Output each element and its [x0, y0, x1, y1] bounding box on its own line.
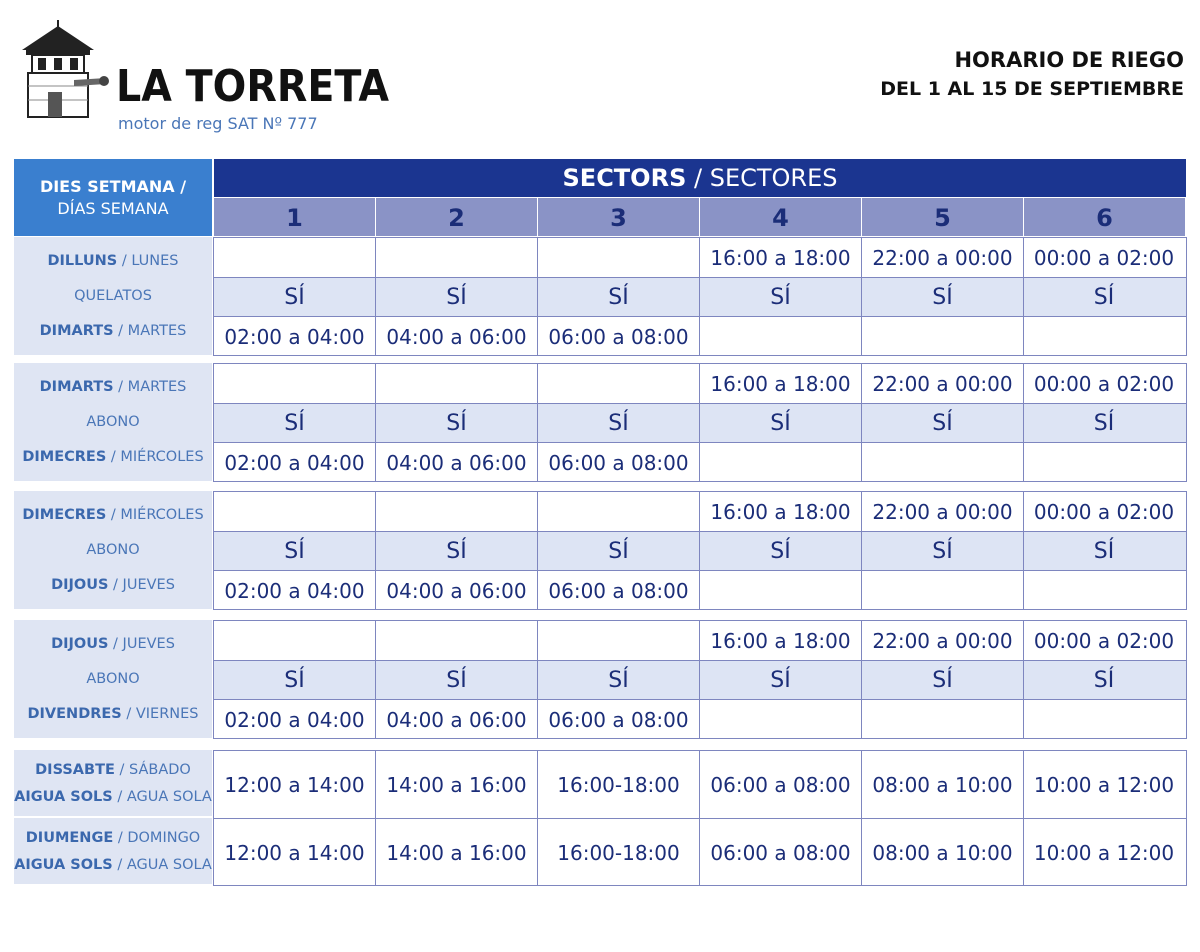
day-group-label-1 — [14, 237, 212, 355]
schedule-cell-sector-6: 00:00 a 02:00 — [1033, 245, 1175, 270]
table-row — [214, 818, 1186, 886]
schedule-cell-sector-4: 16:00 a 18:00 — [700, 492, 862, 531]
schedule-cell-sector-6: 00:00 a 02:00 — [1033, 628, 1175, 653]
schedule-cell-sector-5: 08:00 a 10:00 — [862, 751, 1024, 818]
sector-number-6: 6 — [1024, 198, 1185, 236]
sector-number-5: 5 — [862, 198, 1023, 236]
schedule-cell-sector-5: SÍ — [862, 532, 1024, 571]
day-name-rest: / DOMINGO — [113, 829, 201, 846]
schedule-cell-sector-2: SÍ — [376, 404, 538, 443]
schedule-cell-sector-2: 04:00 a 06:00 — [376, 700, 538, 739]
schedule-cell-sector-4 — [700, 317, 862, 356]
schedule-cell-sector-2 — [376, 492, 538, 531]
table-row — [214, 660, 1186, 700]
tower-icon — [14, 20, 112, 120]
day-label-line — [40, 378, 187, 396]
schedule-cell-sector-4: 16:00 a 18:00 — [700, 238, 862, 277]
day-group-label-2 — [14, 363, 212, 481]
schedule-cell-sector-3 — [538, 364, 700, 403]
day-label-line — [14, 856, 212, 874]
schedule-cell-sector-6: 00:00 a 02:00 — [1033, 371, 1175, 396]
schedule-cell-sector-4: SÍ — [700, 661, 862, 700]
day-group-label-3 — [14, 491, 212, 609]
schedule-cell-sector-6: SÍ — [1093, 668, 1115, 693]
schedule-cell-sector-3: 16:00-18:00 — [538, 751, 700, 818]
schedule-cell-sector-2 — [376, 238, 538, 277]
schedule-cell-sector-2: SÍ — [376, 532, 538, 571]
table-row — [214, 621, 1186, 660]
schedule-cell-sector-1: 02:00 a 04:00 — [214, 317, 376, 356]
sectors-header — [214, 159, 1186, 197]
table-row — [214, 364, 1186, 403]
day-name-rest: ABONO — [86, 413, 140, 430]
schedule-cell-sector-6 — [1024, 700, 1184, 739]
title-block — [880, 46, 1184, 104]
days-header-line1: DIES SETMANA / — [39, 176, 187, 196]
schedule-cell-sector-3: 06:00 a 08:00 — [538, 571, 700, 610]
day-name-rest: / JUEVES — [108, 577, 175, 594]
brand-name: LA TORRETA — [116, 61, 389, 112]
day-label-line — [74, 287, 152, 305]
schedule-cell-sector-1: 02:00 a 04:00 — [214, 571, 376, 610]
day-name-bold: DIVENDRES — [27, 706, 122, 723]
schedule-cell-sector-4: SÍ — [700, 532, 862, 571]
schedule-cell-sector-6: SÍ — [1093, 411, 1115, 436]
schedule-cell-sector-6: 00:00 a 02:00 — [1033, 499, 1175, 524]
schedule-cell-sector-5 — [862, 700, 1024, 739]
weekend-label-2 — [14, 818, 212, 884]
day-label-line — [86, 670, 139, 688]
day-group-label-4 — [14, 620, 212, 738]
day-name-bold: AIGUA SOLS — [14, 856, 113, 873]
schedule-cell-sector-5: SÍ — [862, 404, 1024, 443]
day-label-line — [86, 541, 139, 559]
schedule-cell-sector-5: SÍ — [862, 661, 1024, 700]
table-row — [214, 751, 1186, 818]
schedule-cell-sector-2 — [376, 364, 538, 403]
day-name-bold: DISSABTE — [35, 761, 115, 778]
weekend-grid — [213, 750, 1187, 886]
table-row — [214, 699, 1186, 739]
day-name-bold: DIJOUS — [51, 635, 109, 652]
schedule-cell-sector-1: SÍ — [214, 532, 376, 571]
schedule-cell-sector-2: 04:00 a 06:00 — [376, 443, 538, 482]
schedule-cell-sector-6 — [1024, 571, 1184, 610]
schedule-cell-sector-5: 22:00 a 00:00 — [862, 492, 1024, 531]
schedule-cell-sector-5 — [862, 443, 1024, 482]
schedule-cell-sector-2: 04:00 a 06:00 — [376, 571, 538, 610]
day-name-bold: DIJOUS — [51, 577, 109, 594]
day-label-line — [51, 635, 175, 653]
schedule-cell-sector-4: SÍ — [700, 404, 862, 443]
day-name-bold: DIUMENGE — [25, 829, 114, 846]
schedule-cell-sector-2 — [376, 621, 538, 660]
sector-numbers-row — [214, 198, 1186, 236]
schedule-cell-sector-1 — [214, 238, 376, 277]
day-group-grid-2 — [213, 363, 1187, 482]
schedule-cell-sector-4 — [700, 571, 862, 610]
schedule-cell-sector-1 — [214, 621, 376, 660]
day-name-rest: / MIÉRCOLES — [106, 449, 204, 466]
table-row — [214, 403, 1186, 443]
day-name-rest: ABONO — [86, 670, 140, 687]
day-group-grid-3 — [213, 491, 1187, 610]
day-group-grid-4 — [213, 620, 1187, 739]
day-name-bold: DIMARTS — [39, 378, 114, 395]
schedule-cell-sector-4 — [700, 443, 862, 482]
table-row — [214, 570, 1186, 610]
schedule-cell-sector-3: 16:00-18:00 — [538, 819, 700, 886]
document-title: HORARIO DE RIEGO — [954, 48, 1184, 72]
schedule-cell-sector-1: SÍ — [214, 404, 376, 443]
day-name-bold: DIMECRES — [22, 449, 107, 466]
day-name-rest: QUELATOS — [74, 287, 152, 304]
schedule-cell-sector-5: 22:00 a 00:00 — [862, 238, 1024, 277]
sectors-header-rest: / SECTORES — [686, 164, 838, 192]
sector-number-3: 3 — [538, 198, 699, 236]
day-name-rest: ABONO — [86, 541, 140, 558]
table-row — [214, 442, 1186, 482]
table-row — [214, 277, 1186, 317]
schedule-cell-sector-5: 22:00 a 00:00 — [862, 621, 1024, 660]
schedule-cell-sector-4: 16:00 a 18:00 — [700, 621, 862, 660]
table-row — [214, 238, 1186, 277]
schedule-cell-sector-3: 06:00 a 08:00 — [538, 700, 700, 739]
schedule-cell-sector-4 — [700, 700, 862, 739]
schedule-cell-sector-3: SÍ — [538, 532, 700, 571]
sectors-header-bold: SECTORS — [562, 164, 687, 192]
table-row — [214, 492, 1186, 531]
days-column-header — [14, 159, 212, 236]
schedule-cell-sector-1: 02:00 a 04:00 — [214, 443, 376, 482]
day-label-line — [28, 705, 199, 723]
logo — [14, 18, 389, 133]
schedule-cell-sector-5: 22:00 a 00:00 — [862, 364, 1024, 403]
schedule-cell-sector-4: 06:00 a 08:00 — [700, 751, 862, 818]
table-row — [214, 316, 1186, 356]
schedule-cell-sector-3: SÍ — [538, 278, 700, 317]
sector-number-4: 4 — [700, 198, 861, 236]
schedule-cell-sector-5 — [862, 317, 1024, 356]
day-label-line — [22, 506, 203, 524]
schedule-cell-sector-3: 06:00 a 08:00 — [538, 443, 700, 482]
schedule-cell-sector-6: 10:00 a 12:00 — [1033, 840, 1175, 865]
day-label-line — [86, 413, 139, 431]
day-name-rest: / MIÉRCOLES — [106, 506, 204, 523]
day-label-line — [14, 788, 212, 806]
schedule-cell-sector-3: 06:00 a 08:00 — [538, 317, 700, 356]
day-name-rest: / SÁBADO — [114, 761, 191, 778]
day-name-bold: DIMARTS — [39, 323, 114, 340]
day-label-line — [47, 252, 178, 270]
schedule-cell-sector-1: 12:00 a 14:00 — [214, 751, 376, 818]
sector-number-1: 1 — [214, 198, 375, 236]
schedule-cell-sector-3 — [538, 621, 700, 660]
schedule-cell-sector-1: SÍ — [214, 661, 376, 700]
schedule-cell-sector-2: SÍ — [376, 278, 538, 317]
document-subtitle: DEL 1 AL 15 DE SEPTIEMBRE — [880, 78, 1184, 100]
schedule-cell-sector-2: SÍ — [376, 661, 538, 700]
day-name-rest: / VIERNES — [121, 706, 199, 723]
day-name-bold: AIGUA SOLS — [14, 788, 113, 805]
schedule-cell-sector-1: SÍ — [214, 278, 376, 317]
schedule-cell-sector-4: SÍ — [700, 278, 862, 317]
schedule-cell-sector-1 — [214, 364, 376, 403]
schedule-cell-sector-6: 10:00 a 12:00 — [1033, 772, 1175, 797]
schedule-cell-sector-6 — [1024, 443, 1184, 482]
weekend-label-1 — [14, 750, 212, 816]
schedule-cell-sector-3: SÍ — [538, 661, 700, 700]
schedule-cell-sector-5: 08:00 a 10:00 — [862, 819, 1024, 886]
day-label-line — [22, 448, 203, 466]
day-label-line — [51, 576, 175, 594]
table-row — [214, 531, 1186, 571]
schedule-cell-sector-1 — [214, 492, 376, 531]
schedule-cell-sector-3: SÍ — [538, 404, 700, 443]
schedule-cell-sector-6: SÍ — [1093, 539, 1115, 564]
schedule-cell-sector-5: SÍ — [862, 278, 1024, 317]
schedule-cell-sector-6 — [1024, 317, 1184, 356]
day-label-line — [26, 829, 200, 847]
day-name-rest: / LUNES — [117, 252, 179, 269]
day-name-rest: / AGUA SOLA — [112, 788, 212, 805]
schedule-cell-sector-3 — [538, 492, 700, 531]
day-name-rest: / JUEVES — [108, 635, 175, 652]
day-label-line — [40, 322, 187, 340]
day-name-rest: / MARTES — [113, 378, 187, 395]
schedule-cell-sector-6: SÍ — [1093, 285, 1115, 310]
schedule-cell-sector-4: 06:00 a 08:00 — [700, 819, 862, 886]
schedule-cell-sector-2: 14:00 a 16:00 — [376, 819, 538, 886]
schedule-cell-sector-2: 14:00 a 16:00 — [376, 751, 538, 818]
day-group-grid-1 — [213, 237, 1187, 356]
day-name-bold: DILLUNS — [47, 252, 118, 269]
schedule-cell-sector-5 — [862, 571, 1024, 610]
days-header-line2: DÍAS SEMANA — [57, 198, 169, 218]
schedule-cell-sector-3 — [538, 238, 700, 277]
sector-number-2: 2 — [376, 198, 537, 236]
day-name-bold: DIMECRES — [22, 506, 107, 523]
schedule-cell-sector-1: 02:00 a 04:00 — [214, 700, 376, 739]
day-name-rest: / AGUA SOLA — [112, 856, 212, 873]
brand-subtitle: motor de reg SAT Nº 777 — [118, 114, 318, 133]
schedule-cell-sector-2: 04:00 a 06:00 — [376, 317, 538, 356]
schedule-cell-sector-4: 16:00 a 18:00 — [700, 364, 862, 403]
day-label-line — [35, 761, 191, 779]
schedule-cell-sector-1: 12:00 a 14:00 — [214, 819, 376, 886]
day-name-rest: / MARTES — [113, 323, 187, 340]
